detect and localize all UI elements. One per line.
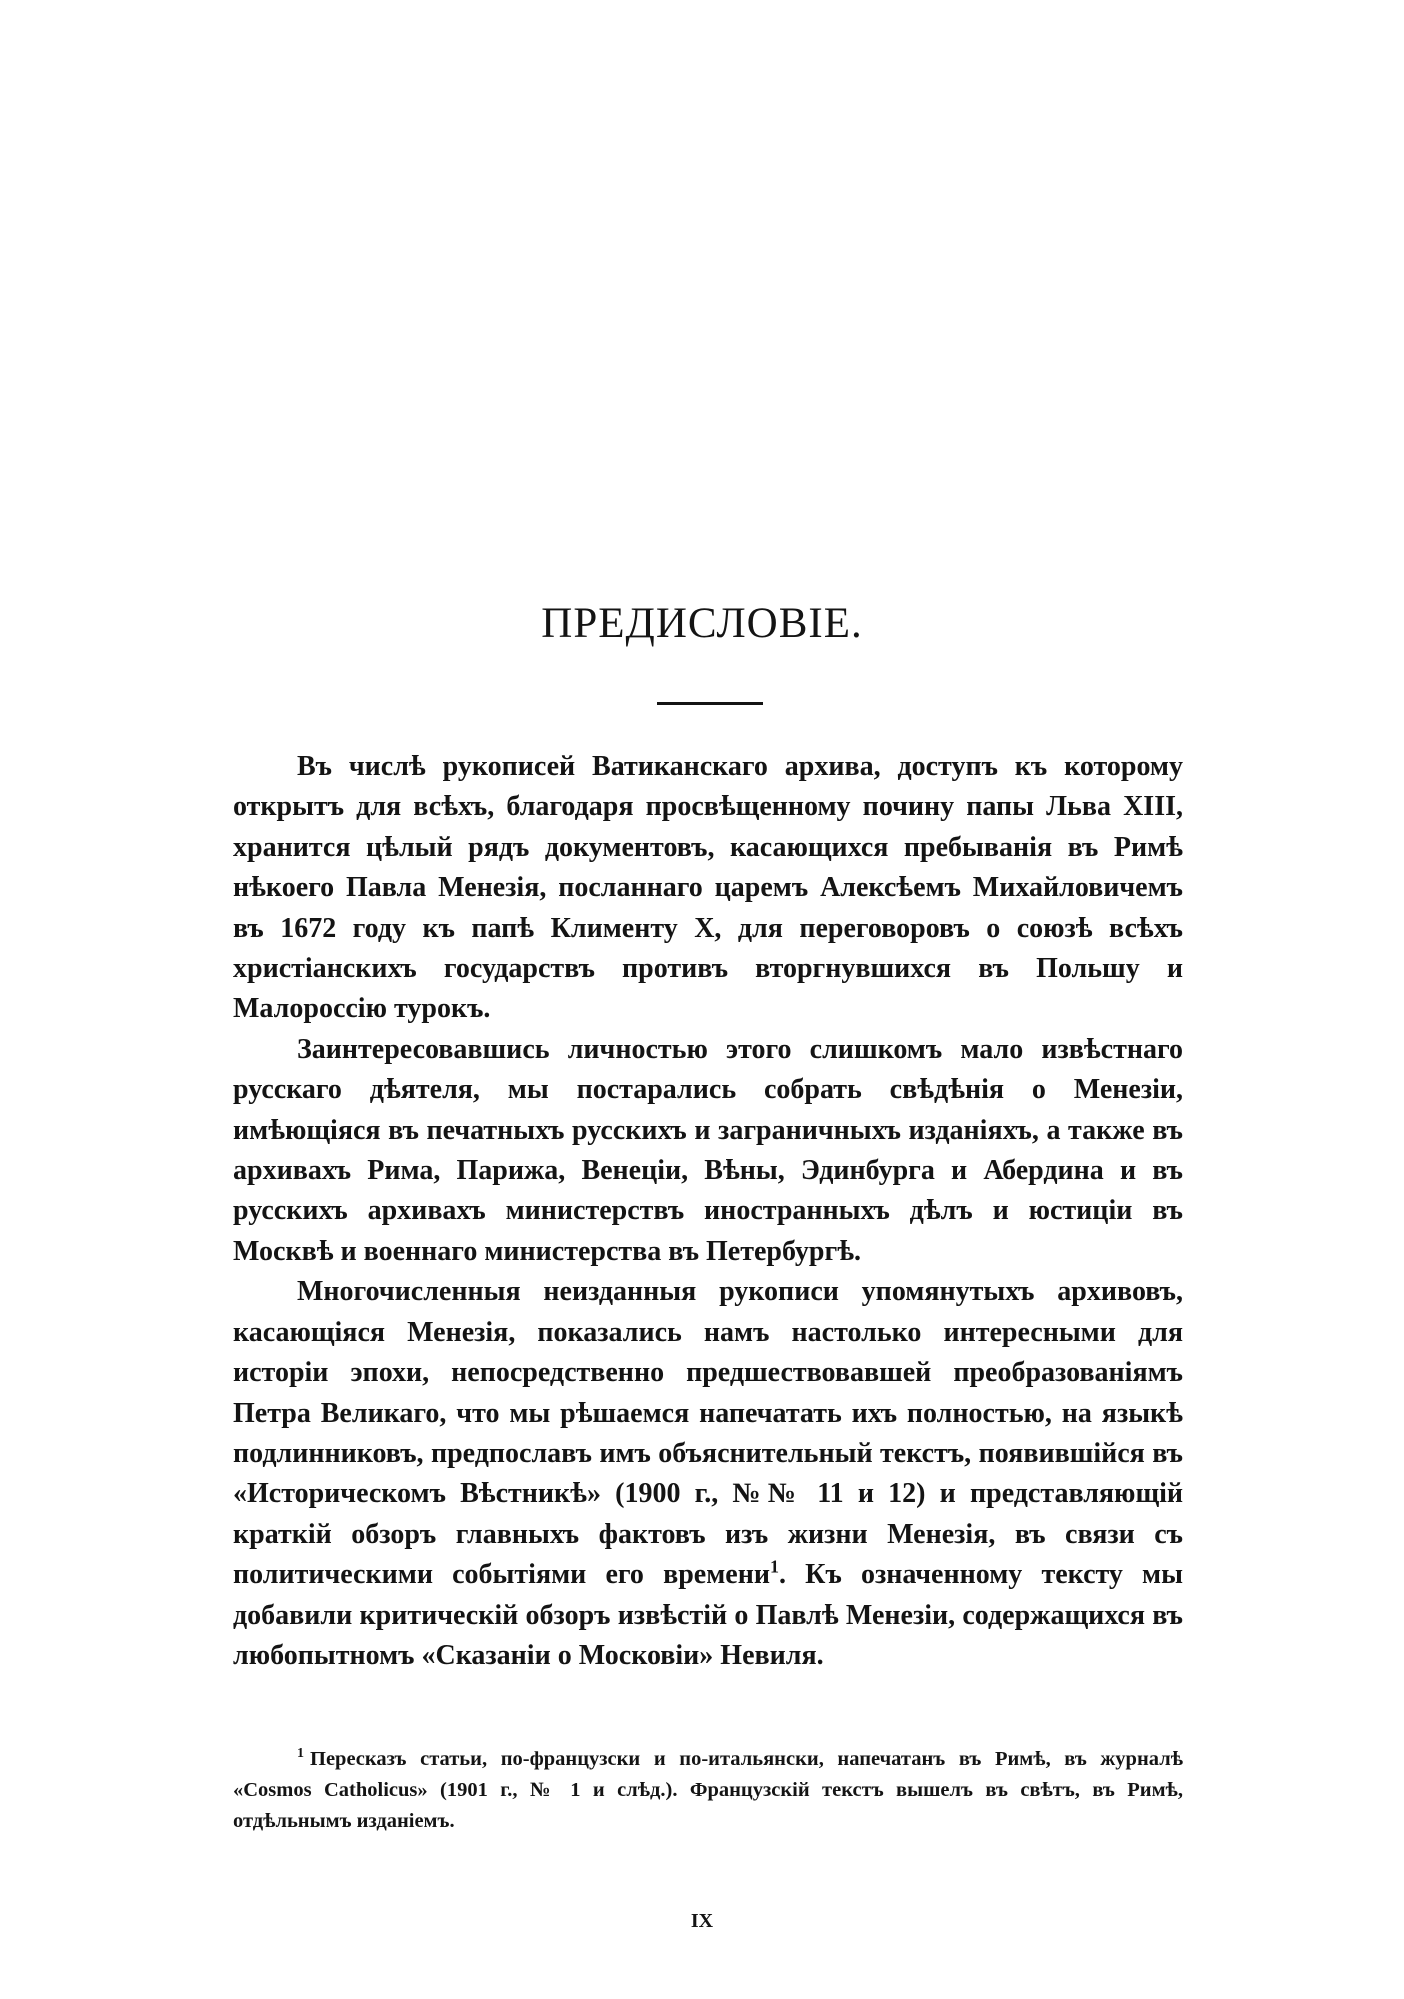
page-number: IX <box>690 1910 714 1932</box>
footnote-text: Пересказъ статьи, по-французски и по-итальянски, напечатанъ въ Римѣ, въ журналѣ «Cosmos Catholicus» (1901 г., № 1 и слѣд.). Французскій текстъ вышелъ въ свѣтъ, въ Римѣ, отдѣльнымъ изданіемъ. <box>233 1748 1183 1832</box>
page-title: ПРЕДИСЛОВІЕ. <box>541 600 863 647</box>
paragraph-text: Заинтересовавшись личностью этого слишкомъ мало извѣстнаго русскаго дѣятеля, мы постарались собрать свѣдѣнія о Менезіи, имѣющіяся въ печатныхъ русскихъ и заграничныхъ изданіяхъ, а также въ архивахъ Рима, Парижа, Венеціи, Вѣны, Эдинбурга и Абердина и въ русскихъ архивахъ министерствъ иностранныхъ дѣлъ и юстиціи въ Москвѣ и военнаго министерства въ Петербургѣ. <box>233 1033 1183 1267</box>
footnote-reference: 1 <box>770 1556 779 1577</box>
paragraph-text: Въ числѣ рукописей Ватиканскаго архива, доступъ къ которому открытъ для всѣхъ, благодаря просвѣщенному почину папы Льва XIII, хранится цѣлый рядъ документовъ, касающихся пребыванія въ Римѣ нѣкоего Павла Менезія, посланнаго царемъ Алексѣемъ Михайловичемъ въ 1672 году къ папѣ Клименту X, для переговоровъ о союзѣ всѣхъ христіанскихъ государствъ противъ вторгнувшихся въ Польшу и Малороссію турокъ. <box>233 751 1183 1025</box>
title-divider <box>657 702 763 705</box>
footnote <box>233 1744 1183 1837</box>
paragraph-text-continued: . Къ означенному тексту мы добавили критическій обзоръ извѣстій о Павлѣ Менезіи, содержащихся въ любопытномъ «Сказаніи о Московіи» Невиля. <box>233 1559 1183 1671</box>
footnote-mark: 1 <box>297 1746 304 1762</box>
footnote-section <box>233 1744 1183 1837</box>
paragraph <box>233 1030 1183 1272</box>
paragraph <box>233 1272 1183 1676</box>
paragraph-text: Многочисленныя неизданныя рукописи упомянутыхъ архивовъ, касающіяся Менезія, показались намъ настолько интересными для исторіи эпохи, непосредственно предшествовавшей преобразованіямъ Петра Великаго, что мы рѣшаемся напечатать ихъ полностью, на языкѣ подлинниковъ, предпославъ имъ объяснительный текстъ, появившійся въ «Историческомъ Вѣстникѣ» (1900 г., №№ 11 и 12) и представляющій краткій обзоръ главныхъ фактовъ изъ жизни Менезія, въ связи съ политическими событіями его времени <box>233 1276 1183 1591</box>
body-text <box>233 747 1183 1676</box>
paragraph <box>233 747 1183 1030</box>
